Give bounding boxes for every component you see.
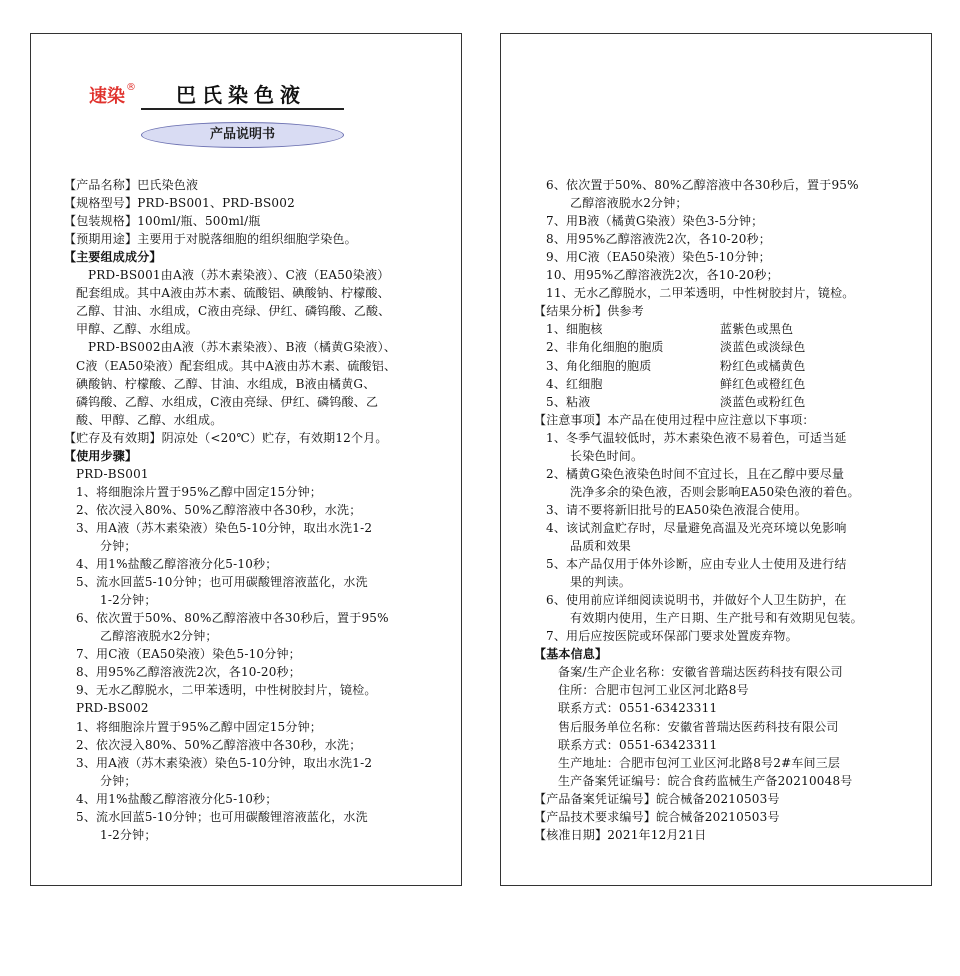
- line-text: 3、用A液（苏木素染液）染色5-10分钟，取出水洗1-2: [76, 520, 373, 535]
- line-text: 3、用A液（苏木素染液）染色5-10分钟，取出水洗1-2: [76, 755, 373, 770]
- text-line: [534, 302, 644, 320]
- line-text: 【预期用途】主要用于对脱落细胞的组织细胞学染色。: [64, 232, 357, 247]
- line-text: 联系方式：0551-63423311: [558, 701, 718, 716]
- brand-logo: [89, 82, 136, 108]
- line-text: 【规格型号】PRD-BS001、PRD-BS002: [64, 196, 295, 211]
- text-line: [76, 681, 377, 699]
- line-text: 4、该试剂盒贮存时，尽量避免高温及光亮环境以免影响: [546, 520, 847, 535]
- text-line: [546, 375, 806, 393]
- text-line: [100, 537, 137, 555]
- line-text: 1、将细胞涂片置于95%乙醇中固定15分钟；: [76, 719, 322, 734]
- text-line: [534, 645, 607, 663]
- text-line: [546, 230, 771, 248]
- text-line: [570, 194, 688, 212]
- line-text: 1-2分钟；: [100, 827, 157, 842]
- line-text: 1、细胞核: [546, 322, 603, 337]
- text-line: [546, 212, 763, 230]
- text-line: [76, 808, 368, 826]
- text-line: [100, 591, 157, 609]
- line-text: 【使用步骤】: [64, 448, 138, 463]
- line-text: 洗净多余的染色液，否则会影响EA50染色液的着色。: [570, 484, 860, 499]
- brand-name: 速染: [89, 86, 125, 107]
- line-text: 2、橘黄G染色液染色时间不宜过长，且在乙醇中要尽量: [546, 466, 845, 481]
- line-text: 4、用1%盐酸乙醇溶液分化5-10秒；: [76, 557, 278, 572]
- product-title: 巴氏染色液: [176, 83, 306, 107]
- line-text: 5、流水回蓝5-10分钟；也可用碳酸锂溶液蓝化，水洗: [76, 809, 368, 824]
- line-text: 5、粘液: [546, 394, 591, 409]
- text-line: [76, 754, 372, 772]
- text-line: [546, 393, 806, 411]
- line-text: 2、非角化细胞的胞质: [546, 340, 664, 355]
- line-text: 【包装规格】100ml/瓶、500ml/瓶: [64, 214, 261, 229]
- line-text: 备案/生产企业名称：安徽省普瑞达医药科技有限公司: [558, 665, 843, 680]
- text-line: [558, 699, 717, 717]
- line-text: 3、请不要将新旧批号的EA50染色液混合使用。: [546, 502, 807, 517]
- text-line: [76, 573, 368, 591]
- registered-mark: ®: [126, 82, 136, 93]
- line-text: PRD-BS001由A液（苏木素染液）、C液（EA50染液）: [88, 268, 390, 283]
- line-text: 联系方式：0551-63423311: [558, 737, 718, 752]
- line-text: 【核准日期】2021年12月21日: [534, 827, 707, 842]
- line-text: 6、依次置于50%、80%乙醇溶液中各30秒后，置于95%: [76, 611, 389, 626]
- text-line: [64, 248, 162, 266]
- line-text: 9、无水乙醇脱水，二甲苯透明，中性树胶封片，镜检。: [76, 683, 377, 698]
- text-line: [76, 357, 396, 375]
- text-line: [88, 266, 390, 284]
- result-color: 粉红色或橘黄色: [720, 358, 806, 373]
- line-text: 【基本信息】: [534, 647, 608, 662]
- text-line: [570, 573, 631, 591]
- line-text: 酸、甲醇、乙醇、水组成。: [76, 412, 223, 427]
- text-line: [100, 826, 157, 844]
- text-line: [76, 375, 375, 393]
- line-text: 品质和效果: [570, 539, 632, 553]
- text-line: [76, 411, 222, 429]
- text-line: [558, 772, 852, 790]
- text-line: [570, 609, 863, 627]
- text-line: [76, 736, 361, 754]
- line-text: C液（EA50染液）配套组成。其中A液由苏木素、硫酸铝、: [76, 358, 397, 373]
- right-page: [500, 33, 932, 886]
- text-line: [64, 212, 261, 230]
- line-text: 8、用95%乙醇溶液洗2次，各10-20秒；: [546, 232, 771, 247]
- line-text: 7、用B液（橘黄G染液）染色3-5分钟；: [546, 214, 764, 229]
- text-line: [558, 718, 839, 736]
- text-line: [64, 194, 295, 212]
- line-text: 【结果分析】供参考: [534, 304, 644, 319]
- text-line: [64, 176, 198, 194]
- text-line: [546, 519, 847, 537]
- result-color: 鲜红色或橙红色: [720, 376, 806, 391]
- text-line: [88, 338, 396, 356]
- left-page: [30, 33, 462, 886]
- line-text: 长染色时间。: [570, 448, 644, 463]
- line-text: 碘酸钠、柠檬酸、乙醇、甘油、水组成，B液由橘黄G、: [76, 376, 376, 391]
- line-text: 售后服务单位名称：安徽省普瑞达医药科技有限公司: [558, 719, 839, 734]
- text-line: [76, 501, 361, 519]
- result-color: 淡蓝色或淡绿色: [720, 340, 806, 355]
- line-text: 果的判读。: [570, 575, 632, 590]
- text-line: [570, 537, 631, 555]
- text-line: [100, 772, 137, 790]
- line-text: 乙醇溶液脱水2分钟；: [100, 629, 218, 644]
- text-line: [546, 627, 798, 645]
- line-text: 配套组成。其中A液由苏木素、硫酸铝、碘酸钠、柠檬酸、: [76, 286, 390, 301]
- text-line: [76, 465, 149, 483]
- text-line: [546, 338, 806, 356]
- text-line: [64, 230, 357, 248]
- text-line: [64, 429, 388, 447]
- text-line: [546, 357, 806, 375]
- text-line: [570, 483, 860, 501]
- text-line: [546, 248, 771, 266]
- text-line: [558, 681, 749, 699]
- line-text: 4、红细胞: [546, 376, 603, 391]
- line-text: 分钟；: [100, 773, 137, 788]
- line-text: 5、本产品仅用于体外诊断，应由专业人士使用及进行结: [546, 557, 847, 572]
- line-text: 【贮存及有效期】阴凉处（<20℃）贮存，有效期12个月。: [64, 430, 388, 445]
- text-line: [546, 266, 779, 284]
- text-line: [534, 808, 780, 826]
- text-line: [546, 429, 847, 447]
- line-text: 生产备案凭证编号：皖合食药监械生产备20210048号: [558, 773, 853, 788]
- line-text: 9、用C液（EA50染液）染色5-10分钟；: [546, 250, 771, 265]
- text-line: [570, 447, 643, 465]
- line-text: 2、依次浸入80%、50%乙醇溶液中各30秒，水洗；: [76, 737, 362, 752]
- line-text: PRD-BS002由A液（苏木素染液）、B液（橘黄G染液）、: [88, 340, 397, 355]
- text-line: [76, 645, 301, 663]
- text-line: [76, 284, 390, 302]
- text-line: [76, 320, 198, 338]
- line-text: 【主要组成成分】: [64, 250, 162, 265]
- result-color: 蓝紫色或黑色: [720, 322, 794, 337]
- text-line: [546, 176, 859, 194]
- line-text: 7、用后应按医院或环保部门要求处置废弃物。: [546, 629, 798, 644]
- line-text: 【产品名称】巴氏染色液: [64, 178, 199, 192]
- text-line: [558, 754, 840, 772]
- text-line: [76, 393, 378, 411]
- text-line: [100, 627, 218, 645]
- line-text: 乙醇溶液脱水2分钟；: [570, 196, 688, 211]
- line-text: 分钟；: [100, 539, 137, 553]
- text-line: [534, 411, 815, 429]
- line-text: 住所：合肥市包河工业区河北路8号: [558, 683, 749, 698]
- line-text: 1-2分钟；: [100, 593, 157, 608]
- line-text: 4、用1%盐酸乙醇溶液分化5-10秒；: [76, 791, 278, 806]
- text-line: [546, 591, 847, 609]
- line-text: 6、使用前应详细阅读说明书，并做好个人卫生防护，在: [546, 593, 847, 608]
- text-line: [546, 284, 854, 302]
- line-text: 1、将细胞涂片置于95%乙醇中固定15分钟；: [76, 484, 322, 499]
- line-text: 5、流水回蓝5-10分钟；也可用碳酸锂溶液蓝化，水洗: [76, 575, 368, 590]
- line-text: 甲醇、乙醇、水组成。: [76, 322, 199, 337]
- text-line: [558, 736, 717, 754]
- manual-subtitle-badge: 产品说明书: [141, 122, 344, 148]
- text-line: [76, 483, 322, 501]
- result-color: 淡蓝色或粉红色: [720, 394, 806, 409]
- line-text: 6、依次置于50%、80%乙醇溶液中各30秒后，置于95%: [546, 178, 859, 192]
- line-text: 11、无水乙醇脱水，二甲苯透明，中性树胶封片，镜检。: [546, 286, 855, 301]
- line-text: 7、用C液（EA50染液）染色5-10分钟；: [76, 647, 301, 662]
- line-text: 8、用95%乙醇溶液洗2次，各10-20秒；: [76, 665, 301, 680]
- text-line: [546, 501, 807, 519]
- line-text: 【产品备案凭证编号】皖合械备20210503号: [534, 791, 780, 806]
- text-line: [546, 465, 844, 483]
- text-line: [64, 447, 137, 465]
- text-line: [546, 320, 794, 338]
- text-line: [76, 699, 149, 717]
- text-line: [76, 609, 389, 627]
- line-text: 生产地址：合肥市包河工业区河北路8号2#车间三层: [558, 755, 841, 770]
- line-text: 磷钨酸、乙醇、水组成，C液由亮绿、伊红、磷钨酸、乙: [76, 394, 379, 409]
- text-line: [76, 519, 372, 537]
- line-text: PRD-BS002: [76, 701, 149, 716]
- line-text: 2、依次浸入80%、50%乙醇溶液中各30秒，水洗；: [76, 502, 362, 517]
- text-line: [558, 663, 843, 681]
- line-text: 有效期内使用，生产日期、生产批号和有效期见包装。: [570, 611, 863, 626]
- text-line: [76, 790, 277, 808]
- text-line: [76, 555, 277, 573]
- line-text: 3、角化细胞的胞质: [546, 358, 652, 373]
- text-line: [546, 555, 847, 573]
- text-line: [534, 790, 780, 808]
- text-line: [76, 718, 322, 736]
- text-line: [76, 302, 390, 320]
- text-line: [76, 663, 301, 681]
- line-text: 1、冬季气温较低时，苏木素染色液不易着色，可适当延: [546, 430, 847, 445]
- line-text: 10、用95%乙醇溶液洗2次，各10-20秒；: [546, 268, 779, 283]
- line-text: PRD-BS001: [76, 466, 149, 481]
- line-text: 【产品技术要求编号】皖合械备20210503号: [534, 809, 780, 824]
- line-text: 【注意事项】本产品在使用过程中应注意以下事项：: [534, 412, 815, 427]
- line-text: 乙醇、甘油、水组成，C液由亮绿、伊红、磷钨酸、乙酸、: [76, 304, 391, 319]
- text-line: [534, 826, 706, 844]
- title-underline: [141, 108, 344, 110]
